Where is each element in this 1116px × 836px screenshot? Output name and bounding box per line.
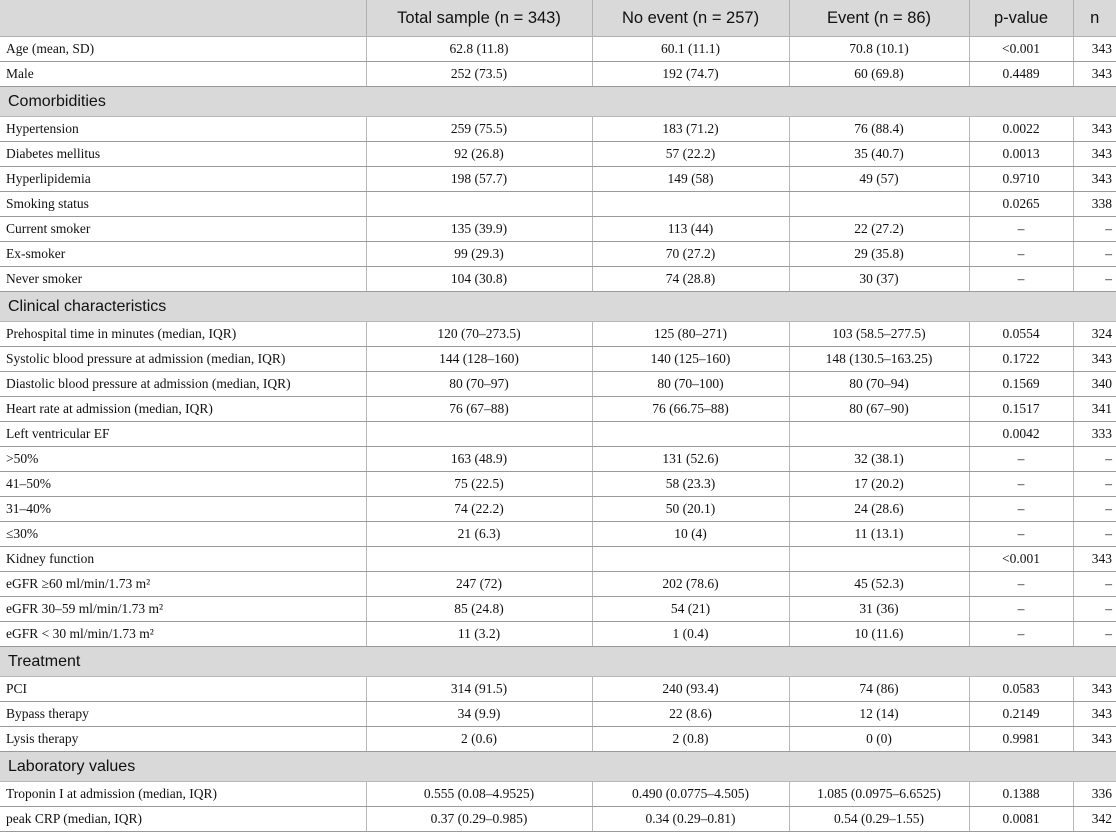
section-header-row [0,292,1116,322]
header-event: Event (n = 86) [789,0,969,37]
header-total-sample: Total sample (n = 343) [366,0,592,37]
row-label: ≤30% [0,522,366,547]
n-cell: 343 [1073,702,1116,727]
no-event-cell: 50 (20.1) [592,497,789,522]
p-value-cell: 0.1517 [969,397,1073,422]
no-event-cell: 0.490 (0.0775–4.505) [592,782,789,807]
no-event-cell: 131 (52.6) [592,447,789,472]
total-sample-cell: 62.8 (11.8) [366,37,592,62]
total-sample-cell: 198 (57.7) [366,167,592,192]
total-sample-cell: 120 (70–273.5) [366,322,592,347]
header-p-value: p-value [969,0,1073,37]
event-cell: 12 (14) [789,702,969,727]
total-sample-cell: 11 (3.2) [366,622,592,647]
total-sample-cell: 21 (6.3) [366,522,592,547]
table-row [0,547,1116,572]
p-value-cell: 0.1388 [969,782,1073,807]
table-row [0,322,1116,347]
p-value-cell: 0.9981 [969,727,1073,752]
event-cell: 0 (0) [789,727,969,752]
event-cell: 10 (11.6) [789,622,969,647]
row-label: >50% [0,447,366,472]
no-event-cell: 125 (80–271) [592,322,789,347]
p-value-cell: – [969,217,1073,242]
p-value-cell: – [969,267,1073,292]
n-cell: – [1073,497,1116,522]
section-title: Treatment [0,647,1116,677]
p-value-cell: 0.0081 [969,807,1073,832]
p-value-cell: <0.001 [969,547,1073,572]
event-cell: 1.085 (0.0975–6.6525) [789,782,969,807]
table-row [0,782,1116,807]
no-event-cell: 76 (66.75–88) [592,397,789,422]
table-row [0,372,1116,397]
event-cell: 80 (70–94) [789,372,969,397]
row-label: Smoking status [0,192,366,217]
no-event-cell [592,547,789,572]
total-sample-cell: 252 (73.5) [366,62,592,87]
row-label: 41–50% [0,472,366,497]
p-value-cell: 0.0583 [969,677,1073,702]
no-event-cell [592,422,789,447]
p-value-cell: 0.2149 [969,702,1073,727]
event-cell: 31 (36) [789,597,969,622]
event-cell: 24 (28.6) [789,497,969,522]
n-cell: – [1073,447,1116,472]
total-sample-cell: 314 (91.5) [366,677,592,702]
row-label: Left ventricular EF [0,422,366,447]
total-sample-cell: 80 (70–97) [366,372,592,397]
n-cell: 343 [1073,677,1116,702]
row-label: Bypass therapy [0,702,366,727]
no-event-cell: 57 (22.2) [592,142,789,167]
no-event-cell: 70 (27.2) [592,242,789,267]
event-cell: 0.54 (0.29–1.55) [789,807,969,832]
event-cell [789,422,969,447]
total-sample-cell: 75 (22.5) [366,472,592,497]
p-value-cell: 0.0265 [969,192,1073,217]
section-title: Comorbidities [0,87,1116,117]
table-row [0,677,1116,702]
row-label: Diastolic blood pressure at admission (median, IQR) [0,372,366,397]
no-event-cell: 80 (70–100) [592,372,789,397]
table-row [0,62,1116,87]
n-cell: 343 [1073,37,1116,62]
n-cell: 341 [1073,397,1116,422]
total-sample-cell: 76 (67–88) [366,397,592,422]
total-sample-cell: 247 (72) [366,572,592,597]
n-cell: 343 [1073,62,1116,87]
no-event-cell: 149 (58) [592,167,789,192]
p-value-cell: – [969,622,1073,647]
no-event-cell: 113 (44) [592,217,789,242]
table-row [0,167,1116,192]
row-label: Lysis therapy [0,727,366,752]
p-value-cell: 0.1722 [969,347,1073,372]
total-sample-cell: 85 (24.8) [366,597,592,622]
total-sample-cell: 163 (48.9) [366,447,592,472]
p-value-cell: 0.1569 [969,372,1073,397]
row-label: Ex-smoker [0,242,366,267]
row-label: Systolic blood pressure at admission (median, IQR) [0,347,366,372]
event-cell: 32 (38.1) [789,447,969,472]
header-row [0,0,1116,37]
row-label: Hyperlipidemia [0,167,366,192]
event-cell: 148 (130.5–163.25) [789,347,969,372]
row-label: Kidney function [0,547,366,572]
table-row [0,472,1116,497]
p-value-cell: – [969,522,1073,547]
no-event-cell: 74 (28.8) [592,267,789,292]
row-label: Heart rate at admission (median, IQR) [0,397,366,422]
n-cell: – [1073,597,1116,622]
table-row [0,727,1116,752]
row-label: Prehospital time in minutes (median, IQR) [0,322,366,347]
section-header-row [0,647,1116,677]
n-cell: 333 [1073,422,1116,447]
no-event-cell: 202 (78.6) [592,572,789,597]
event-cell [789,192,969,217]
event-cell [789,547,969,572]
no-event-cell: 1 (0.4) [592,622,789,647]
n-cell: 338 [1073,192,1116,217]
n-cell: 342 [1073,807,1116,832]
event-cell: 76 (88.4) [789,117,969,142]
p-value-cell: – [969,572,1073,597]
no-event-cell: 22 (8.6) [592,702,789,727]
p-value-cell: – [969,472,1073,497]
row-label: Hypertension [0,117,366,142]
table-row [0,497,1116,522]
n-cell: 343 [1073,167,1116,192]
row-label: eGFR 30–59 ml/min/1.73 m² [0,597,366,622]
p-value-cell: – [969,597,1073,622]
event-cell: 45 (52.3) [789,572,969,597]
total-sample-cell [366,422,592,447]
p-value-cell: 0.0013 [969,142,1073,167]
n-cell: – [1073,267,1116,292]
no-event-cell: 0.34 (0.29–0.81) [592,807,789,832]
event-cell: 80 (67–90) [789,397,969,422]
row-label: Never smoker [0,267,366,292]
event-cell: 70.8 (10.1) [789,37,969,62]
no-event-cell: 54 (21) [592,597,789,622]
total-sample-cell [366,547,592,572]
event-cell: 103 (58.5–277.5) [789,322,969,347]
p-value-cell: 0.0554 [969,322,1073,347]
table-row [0,117,1116,142]
row-label: eGFR < 30 ml/min/1.73 m² [0,622,366,647]
p-value-cell: <0.001 [969,37,1073,62]
table-row [0,347,1116,372]
n-cell: 343 [1073,347,1116,372]
event-cell: 35 (40.7) [789,142,969,167]
no-event-cell: 192 (74.7) [592,62,789,87]
total-sample-cell: 74 (22.2) [366,497,592,522]
total-sample-cell: 104 (30.8) [366,267,592,292]
table-row [0,217,1116,242]
no-event-cell: 183 (71.2) [592,117,789,142]
n-cell: 336 [1073,782,1116,807]
header-n: n [1073,0,1116,37]
p-value-cell: 0.4489 [969,62,1073,87]
row-label: Male [0,62,366,87]
event-cell: 60 (69.8) [789,62,969,87]
p-value-cell: – [969,497,1073,522]
row-label: PCI [0,677,366,702]
total-sample-cell: 144 (128–160) [366,347,592,372]
n-cell: – [1073,472,1116,497]
event-cell: 17 (20.2) [789,472,969,497]
table-row [0,622,1116,647]
row-label: eGFR ≥60 ml/min/1.73 m² [0,572,366,597]
n-cell: 343 [1073,142,1116,167]
event-cell: 22 (27.2) [789,217,969,242]
table-row [0,267,1116,292]
no-event-cell: 60.1 (11.1) [592,37,789,62]
n-cell: 343 [1073,727,1116,752]
table-row [0,242,1116,267]
no-event-cell: 2 (0.8) [592,727,789,752]
n-cell: – [1073,522,1116,547]
total-sample-cell: 92 (26.8) [366,142,592,167]
table-row [0,807,1116,832]
total-sample-cell: 2 (0.6) [366,727,592,752]
section-header-row [0,752,1116,782]
p-value-cell: 0.9710 [969,167,1073,192]
total-sample-cell: 259 (75.5) [366,117,592,142]
row-label: Diabetes mellitus [0,142,366,167]
table-row [0,597,1116,622]
table-row [0,522,1116,547]
total-sample-cell: 0.37 (0.29–0.985) [366,807,592,832]
header-label [0,0,366,37]
p-value-cell: – [969,447,1073,472]
row-label: peak CRP (median, IQR) [0,807,366,832]
n-cell: – [1073,622,1116,647]
table-body [0,37,1116,832]
table-row [0,447,1116,472]
n-cell: 324 [1073,322,1116,347]
event-cell: 29 (35.8) [789,242,969,267]
p-value-cell: – [969,242,1073,267]
no-event-cell: 58 (23.3) [592,472,789,497]
row-label: Current smoker [0,217,366,242]
total-sample-cell: 135 (39.9) [366,217,592,242]
table-row [0,37,1116,62]
row-label: 31–40% [0,497,366,522]
event-cell: 49 (57) [789,167,969,192]
no-event-cell [592,192,789,217]
section-title: Clinical characteristics [0,292,1116,322]
section-title: Laboratory values [0,752,1116,782]
total-sample-cell [366,192,592,217]
no-event-cell: 10 (4) [592,522,789,547]
n-cell: – [1073,242,1116,267]
table-row [0,702,1116,727]
section-header-row [0,87,1116,117]
n-cell: – [1073,572,1116,597]
row-label: Age (mean, SD) [0,37,366,62]
header-no-event: No event (n = 257) [592,0,789,37]
table-row [0,422,1116,447]
table-row [0,572,1116,597]
n-cell: 343 [1073,547,1116,572]
table-row [0,397,1116,422]
no-event-cell: 240 (93.4) [592,677,789,702]
event-cell: 11 (13.1) [789,522,969,547]
table-row [0,192,1116,217]
no-event-cell: 140 (125–160) [592,347,789,372]
event-cell: 74 (86) [789,677,969,702]
n-cell: 340 [1073,372,1116,397]
p-value-cell: 0.0042 [969,422,1073,447]
total-sample-cell: 99 (29.3) [366,242,592,267]
event-cell: 30 (37) [789,267,969,292]
table-row [0,142,1116,167]
n-cell: 343 [1073,117,1116,142]
total-sample-cell: 0.555 (0.08–4.9525) [366,782,592,807]
p-value-cell: 0.0022 [969,117,1073,142]
total-sample-cell: 34 (9.9) [366,702,592,727]
n-cell: – [1073,217,1116,242]
row-label: Troponin I at admission (median, IQR) [0,782,366,807]
